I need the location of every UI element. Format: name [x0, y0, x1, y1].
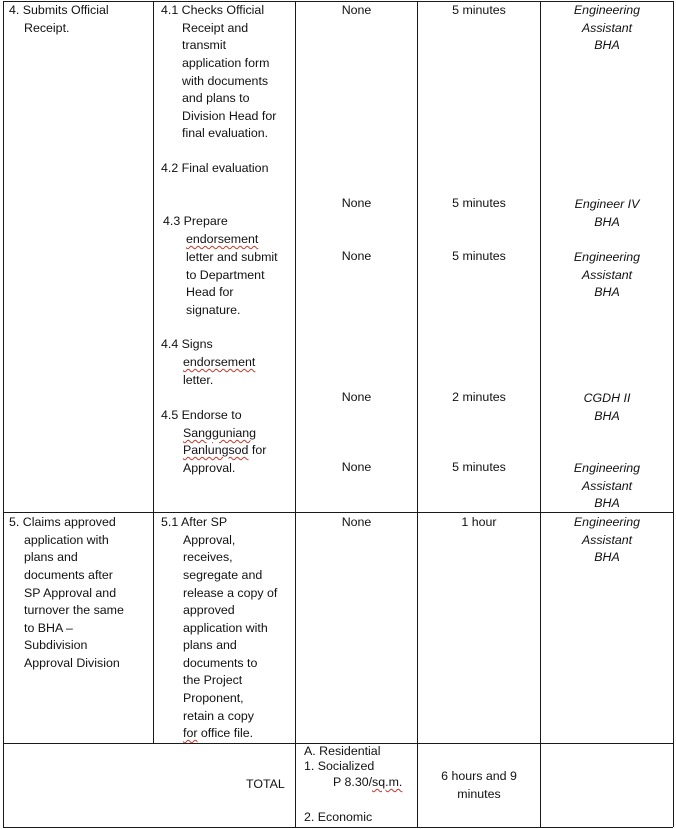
action-line-rest: office file. [197, 726, 254, 740]
action-line-rest: for [248, 443, 267, 457]
total-time-line: 6 hours and 9 [441, 769, 517, 783]
action-line: transmit [182, 38, 227, 52]
client-step-5-line: Approval Division [24, 656, 120, 670]
person-line: BHA [594, 38, 620, 52]
person-line: Engineering [573, 3, 641, 17]
fee-4-1: None [341, 3, 372, 17]
time-5-1: 1 hour [461, 515, 497, 529]
client-step-5-line: plans and [24, 550, 78, 564]
action-line: 5.1 After SP [161, 515, 228, 529]
action-line: final evaluation. [182, 126, 269, 140]
action-line: 4.3 Prepare [163, 214, 228, 228]
action-line: application form [182, 56, 270, 70]
action-line: and plans to [182, 91, 250, 105]
person-line: Assistant [581, 479, 633, 493]
action-line: release a copy of [183, 586, 278, 600]
fee-4-6: None [341, 460, 372, 474]
client-step-4-line: 4. Submits Official [9, 3, 109, 17]
person-line: BHA [594, 496, 620, 510]
table-bottom-border [3, 827, 673, 828]
action-line [183, 442, 266, 460]
action-line: application with [183, 621, 268, 635]
action-line: endorsement [186, 232, 259, 246]
table-right-border [673, 1, 674, 827]
person-line: Assistant [581, 533, 633, 547]
client-step-5-line: to BHA – [24, 621, 73, 635]
time-4-1: 5 minutes [452, 3, 506, 17]
person-line: Engineering [573, 515, 641, 529]
action-line: approved [183, 603, 235, 617]
action-line: Proponent, [183, 691, 244, 705]
person-line: Assistant [581, 21, 633, 35]
person-line: CGDH II [583, 391, 631, 405]
client-step-5-line: application with [24, 533, 109, 547]
client-step-5-line: 5. Claims approved [9, 515, 116, 529]
action-line: receives, [183, 550, 233, 564]
total-fee-line: 2. Economic [304, 810, 373, 824]
client-step-4-line: Receipt. [24, 21, 70, 35]
col-divider-client-agency [153, 1, 154, 743]
total-fee-amount [333, 774, 402, 792]
total-label: TOTAL [246, 777, 285, 791]
person-line: Engineering [573, 250, 641, 264]
action-line: 4.4 Signs [161, 337, 213, 351]
fee-5-1: None [341, 515, 372, 529]
action-line: Approval, [183, 533, 236, 547]
person-line: BHA [594, 550, 620, 564]
agency-action-4-2: 4.2 Final evaluation [161, 161, 269, 175]
total-fee-amount-pre: P 8.30/ [333, 775, 373, 789]
time-4-5: 2 minutes [452, 390, 506, 404]
action-line-word: Panlungsod [183, 443, 249, 457]
fee-4-5: None [341, 390, 372, 404]
action-line: 4.1 Checks Official [161, 3, 265, 17]
person-line: Engineering [573, 461, 641, 475]
person-line: BHA [594, 215, 620, 229]
fee-4-3: None [341, 196, 372, 210]
action-line: endorsement [183, 355, 256, 369]
col-divider-agency-fees [295, 1, 296, 827]
time-4-3: 5 minutes [452, 196, 506, 210]
person-line: Engineer IV [574, 197, 640, 211]
total-fee-line: 1. Socialized [304, 759, 375, 773]
action-line: Sangguniang [183, 426, 257, 440]
action-line: retain a copy [183, 709, 254, 723]
action-line: the Project [183, 673, 243, 687]
action-line: with documents [182, 74, 269, 88]
total-time-line: minutes [457, 787, 501, 801]
client-step-5-line: turnover the same [24, 603, 124, 617]
person-line: Assistant [581, 268, 633, 282]
action-line: letter. [183, 373, 214, 387]
action-line: segregate and [183, 568, 263, 582]
client-step-5-line: SP Approval and [24, 586, 117, 600]
action-line: Head for [186, 285, 234, 299]
time-4-6: 5 minutes [452, 460, 506, 474]
action-line: Approval. [183, 461, 236, 475]
action-line: plans and [183, 638, 237, 652]
table-left-border [3, 1, 4, 827]
total-fee-amount-unit: sq.m. [372, 775, 403, 789]
col-divider-fees-time [417, 1, 418, 827]
time-4-4: 5 minutes [452, 249, 506, 263]
action-line [183, 725, 253, 743]
action-line: letter and submit [186, 250, 278, 264]
action-line: signature. [186, 303, 241, 317]
action-line: documents to [183, 656, 258, 670]
total-fee-line: A. Residential [304, 744, 381, 758]
action-line: Division Head for [182, 109, 277, 123]
person-line: BHA [594, 285, 620, 299]
client-step-5-line: documents after [24, 568, 113, 582]
action-line: to Department [186, 268, 265, 282]
action-line: Receipt and [182, 21, 249, 35]
person-line: BHA [594, 409, 620, 423]
client-step-5-line: Subdivision [24, 638, 88, 652]
action-line-word: for [183, 726, 198, 740]
action-line: 4.5 Endorse to [161, 408, 242, 422]
fee-4-4: None [341, 249, 372, 263]
